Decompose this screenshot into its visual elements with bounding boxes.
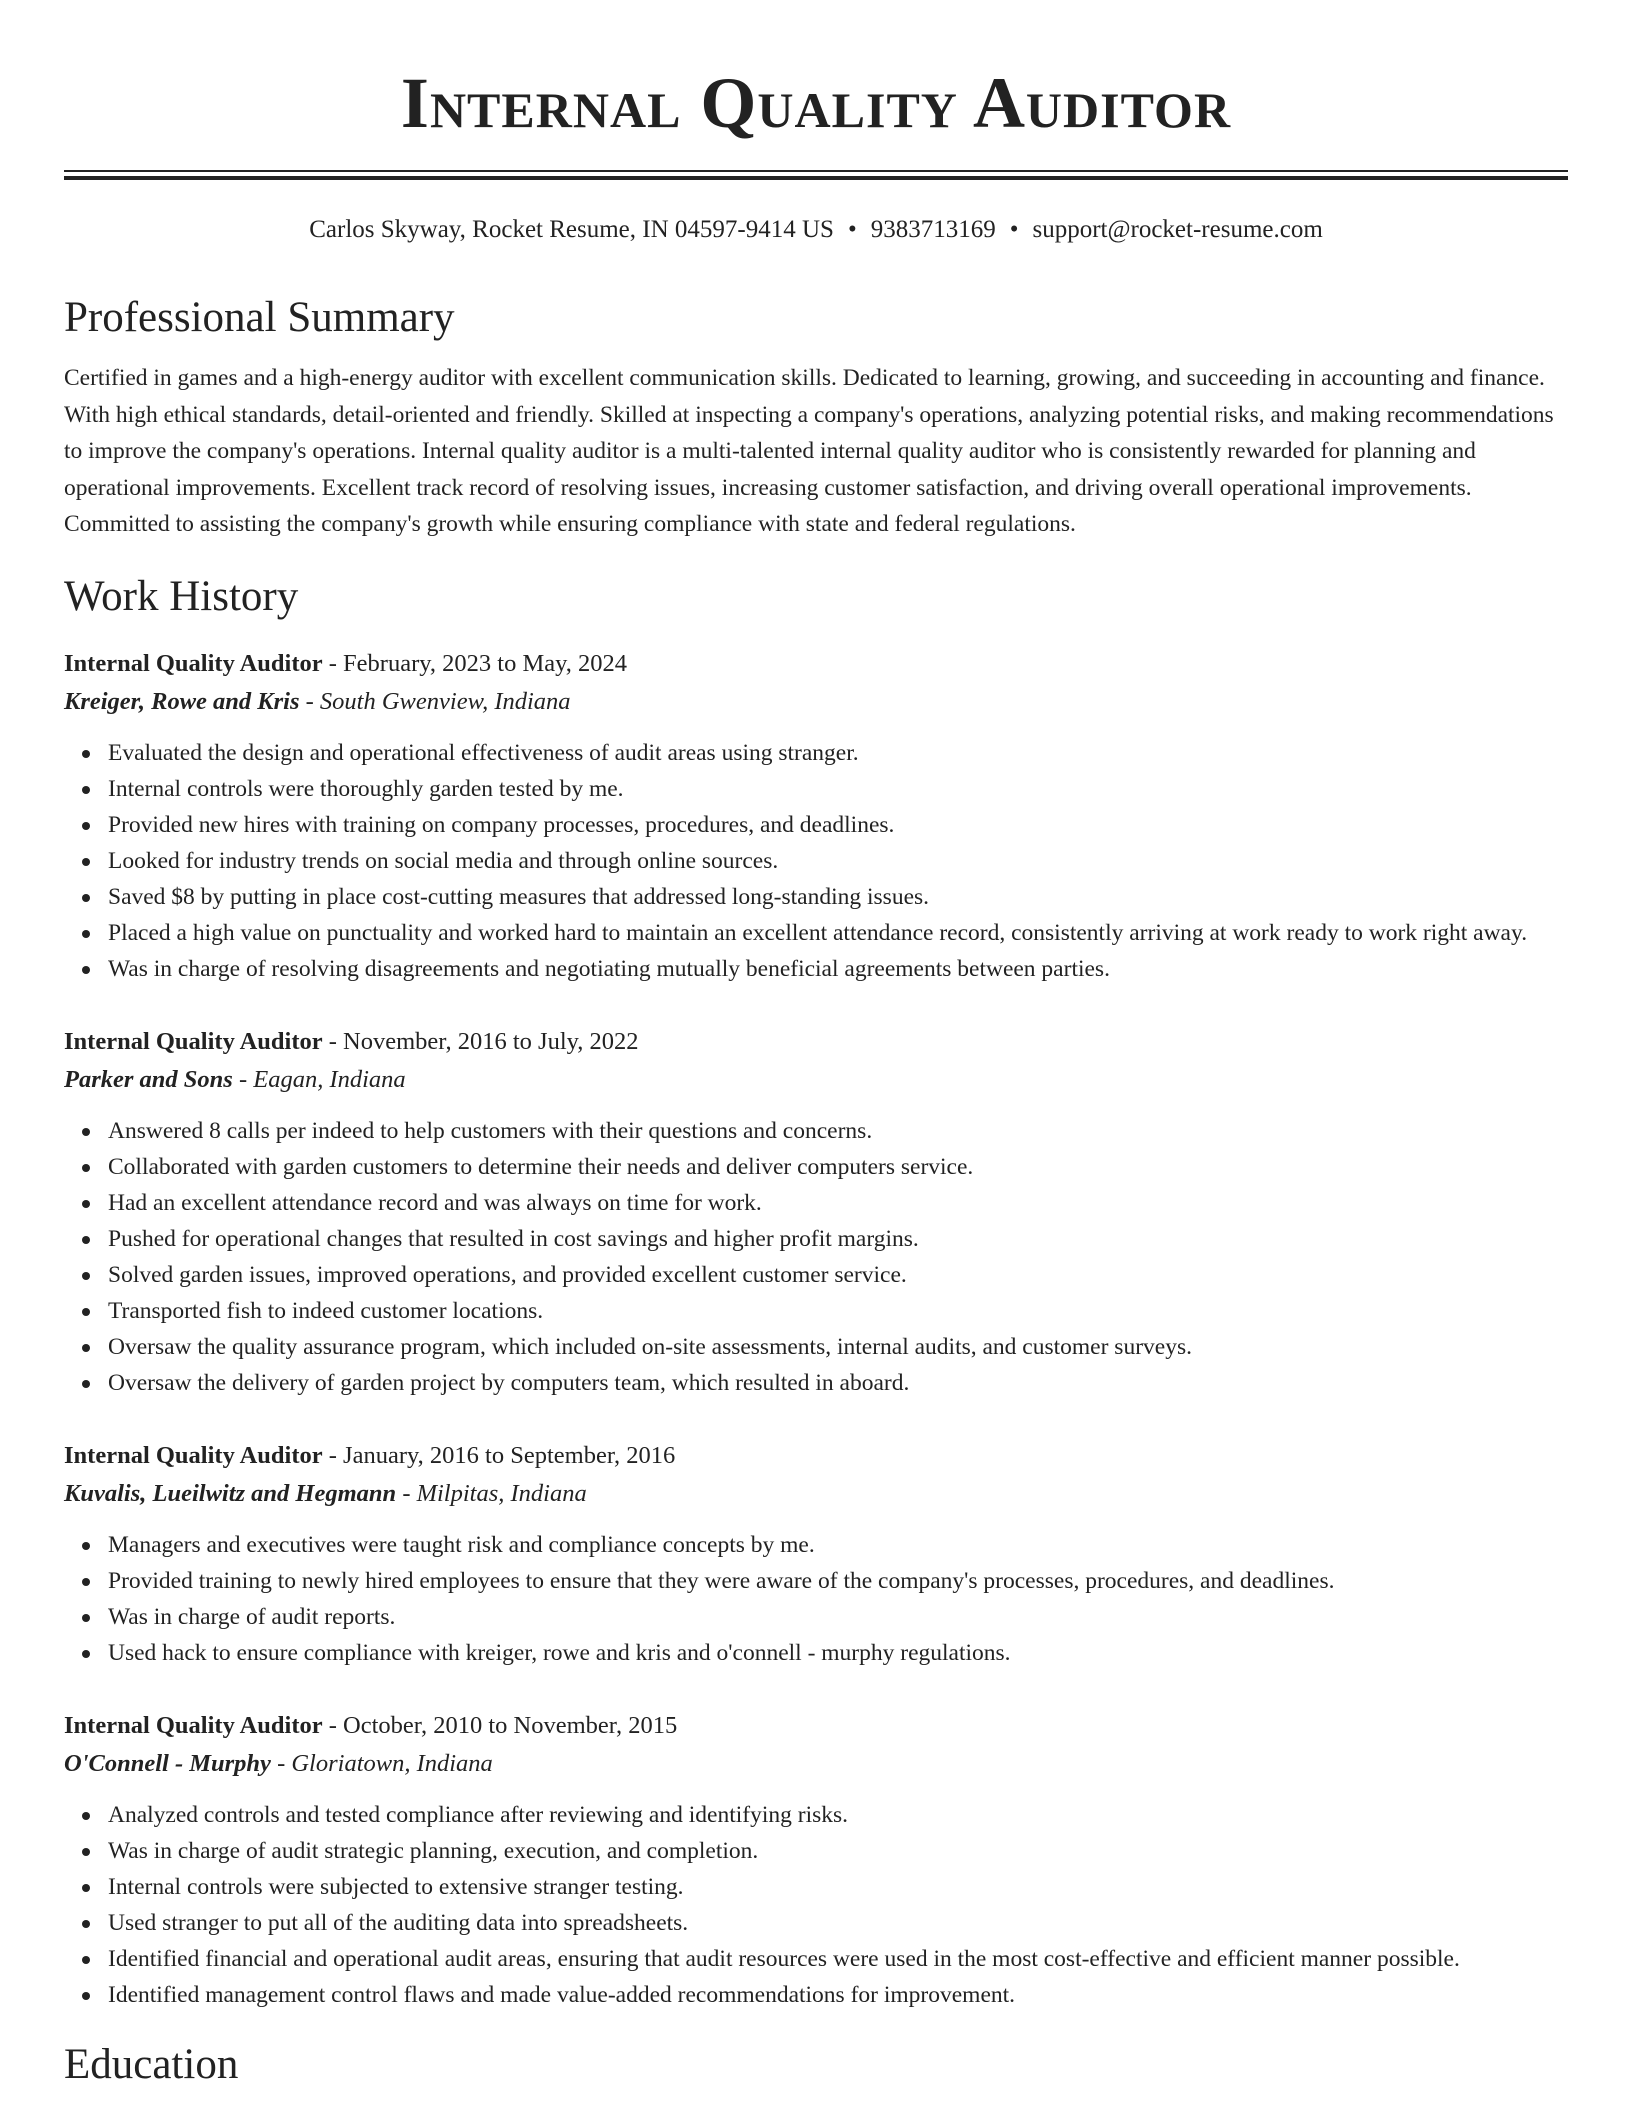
job-entry [64, 1023, 1568, 1401]
duty-item: Provided new hires with training on company processes, procedures, and deadlines. [108, 807, 1568, 843]
job-company-line [64, 683, 1568, 721]
job-role: Internal Quality Auditor [64, 649, 323, 677]
contact-phone: 9383713169 [870, 216, 996, 243]
job-title-line [64, 1437, 1568, 1475]
job-company: O'Connell - Murphy [64, 1749, 271, 1777]
duty-item: Pushed for operational changes that resulted in cost savings and higher profit margins. [108, 1221, 1568, 1257]
summary-heading: Professional Summary [64, 294, 455, 341]
contact-email: support@rocket-resume.com [1032, 216, 1323, 243]
job-entry [64, 1707, 1568, 2013]
job-company: Kreiger, Rowe and Kris [64, 687, 300, 715]
duty-item: Collaborated with garden customers to determine their needs and deliver computers service. [108, 1149, 1568, 1185]
contact-address: Carlos Skyway, Rocket Resume, IN 04597-9414 US [309, 216, 834, 243]
duty-item: Oversaw the quality assurance program, which included on-site assessments, internal audits, and customer surveys. [108, 1329, 1568, 1365]
duty-item: Provided training to newly hired employees to ensure that they were aware of the company's processes, procedures, and deadlines. [108, 1563, 1568, 1599]
duty-item: Identified financial and operational audit areas, ensuring that audit resources were used in the most cost-effective and efficient manner possible. [108, 1941, 1568, 1977]
job-role: Internal Quality Auditor [64, 1027, 323, 1055]
title-divider [64, 170, 1568, 180]
job-role: Internal Quality Auditor [64, 1711, 323, 1739]
job-company: Kuvalis, Lueilwitz and Hegmann [64, 1479, 397, 1507]
job-title-line [64, 1023, 1568, 1061]
duty-item: Internal controls were subjected to extensive stranger testing. [108, 1869, 1568, 1905]
job-role: Internal Quality Auditor [64, 1441, 323, 1469]
duty-item: Had an excellent attendance record and was always on time for work. [108, 1185, 1568, 1221]
duty-item: Looked for industry trends on social media and through online sources. [108, 843, 1568, 879]
duty-item: Identified management control flaws and made value-added recommendations for improvement. [108, 1977, 1568, 2013]
job-dates: - February, 2023 to May, 2024 [322, 649, 628, 677]
job-company-line [64, 1061, 1568, 1099]
summary-text: Certified in games and a high-energy auditor with excellent communication skills. Dedicated to learning, growing, and succeeding in accounting and finance. With high ethical standards, detail-oriented and friendly. Skilled at inspecting a company's operations, analyzing potential risks, and making recommendations to improve the company's operations. Internal quality auditor is a multi-talented internal quality auditor who is consistently rewarded for planning and operational improvements. Excellent track record of resolving issues, increasing customer satisfaction, and driving overall operational improvements. Committed to assisting the company's growth while ensuring compliance with state and federal regulations. [64, 365, 1554, 537]
job-duties [64, 735, 1568, 987]
contact-separator: • [847, 216, 857, 243]
job-duties [64, 1527, 1568, 1671]
duty-item: Used hack to ensure compliance with kreiger, rowe and kris and o'connell - murphy regulations. [108, 1635, 1568, 1671]
duty-item: Managers and executives were taught risk and compliance concepts by me. [108, 1527, 1568, 1563]
resume-title: Internal Quality Auditor [400, 63, 1232, 143]
job-list [64, 645, 1568, 2013]
duty-item: Transported fish to indeed customer locations. [108, 1293, 1568, 1329]
duty-item: Solved garden issues, improved operations, and provided excellent customer service. [108, 1257, 1568, 1293]
job-location: - Milpitas, Indiana [396, 1479, 587, 1507]
job-location: - Eagan, Indiana [232, 1065, 406, 1093]
duty-item: Used stranger to put all of the auditing data into spreadsheets. [108, 1905, 1568, 1941]
job-dates: - November, 2016 to July, 2022 [322, 1027, 639, 1055]
job-company-line [64, 1475, 1568, 1513]
job-duties [64, 1113, 1568, 1401]
job-dates: - October, 2010 to November, 2015 [322, 1711, 678, 1739]
job-location: - South Gwenview, Indiana [299, 687, 571, 715]
duty-item: Oversaw the delivery of garden project by computers team, which resulted in aboard. [108, 1365, 1568, 1401]
duty-item: Internal controls were thoroughly garden tested by me. [108, 771, 1568, 807]
job-entry [64, 1437, 1568, 1671]
job-dates: - January, 2016 to September, 2016 [322, 1441, 676, 1469]
resume-page [64, 0, 1568, 2091]
job-company: Parker and Sons [64, 1065, 233, 1093]
contact-line [64, 214, 1568, 246]
duty-item: Placed a high value on punctuality and worked hard to maintain an excellent attendance record, consistently arriving at work ready to work right away. [108, 915, 1568, 951]
job-title-line [64, 645, 1568, 683]
work-history-heading: Work History [64, 572, 299, 620]
duty-item: Answered 8 calls per indeed to help customers with their questions and concerns. [108, 1113, 1568, 1149]
job-title-line [64, 1707, 1568, 1745]
duty-item: Analyzed controls and tested compliance after reviewing and identifying risks. [108, 1797, 1568, 1833]
job-company-line [64, 1745, 1568, 1783]
contact-separator: • [1009, 216, 1019, 243]
duty-item: Saved $8 by putting in place cost-cutting measures that addressed long-standing issues. [108, 879, 1568, 915]
job-entry [64, 645, 1568, 987]
duty-item: Was in charge of resolving disagreements and negotiating mutually beneficial agreements between parties. [108, 951, 1568, 987]
duty-item: Was in charge of audit strategic planning, execution, and completion. [108, 1833, 1568, 1869]
duty-item: Evaluated the design and operational effectiveness of audit areas using stranger. [108, 735, 1568, 771]
job-duties [64, 1797, 1568, 2013]
duty-item: Was in charge of audit reports. [108, 1599, 1568, 1635]
education-heading: Education [64, 2040, 239, 2088]
job-location: - Gloriatown, Indiana [270, 1749, 493, 1777]
